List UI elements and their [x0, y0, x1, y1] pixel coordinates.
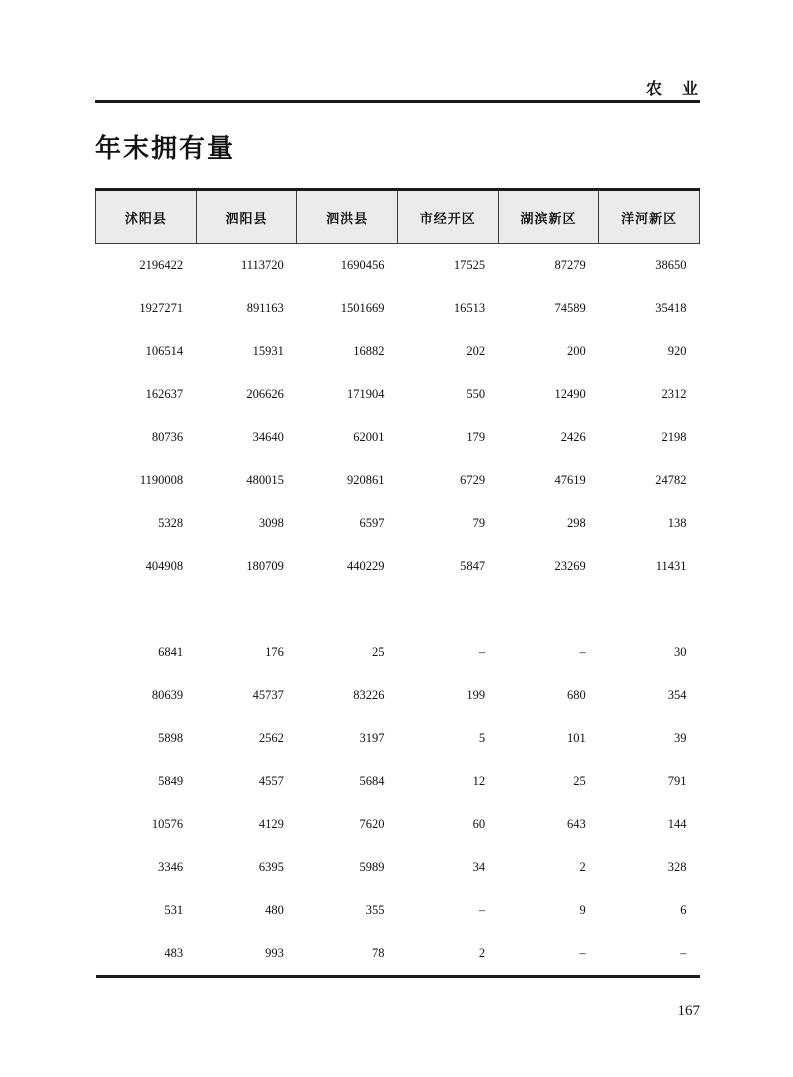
- table-cell: 480: [265, 903, 284, 917]
- table-cell: 1190008: [139, 473, 184, 487]
- table-cell: 45737: [252, 688, 284, 702]
- page-title: 年末拥有量: [95, 134, 236, 163]
- table-cell: 79: [472, 516, 486, 530]
- table-row: [96, 803, 700, 846]
- table-cell: 993: [265, 946, 284, 960]
- table-cell: 199: [466, 688, 486, 702]
- table-cell: 60: [472, 817, 486, 831]
- table-cell: 101: [567, 731, 586, 745]
- table-cell: 176: [265, 645, 284, 659]
- table-cell: 35418: [655, 301, 687, 315]
- table-cell: 9: [579, 903, 586, 917]
- table-cell: 2: [579, 860, 586, 874]
- table-cell: 1690456: [340, 258, 385, 272]
- table-cell: 643: [567, 817, 586, 831]
- table-row: [96, 717, 700, 760]
- table-cell: 16513: [453, 301, 486, 315]
- table-row: [96, 502, 700, 545]
- column-header: 沭阳县: [96, 190, 197, 244]
- column-header: 泗阳县: [196, 190, 297, 244]
- table-cell: 39: [674, 731, 687, 745]
- table-cell: [397, 588, 498, 631]
- table-row: [96, 287, 700, 330]
- table-cell: 3346: [158, 860, 184, 874]
- table-cell: 206626: [246, 387, 284, 401]
- table-cell: 5849: [158, 774, 184, 788]
- table-cell: 6: [680, 903, 687, 917]
- column-header: 洋河新区: [599, 190, 700, 244]
- table-cell: 12490: [554, 387, 586, 401]
- table-cell: 5328: [158, 516, 184, 530]
- table-cell: 5898: [158, 731, 184, 745]
- table-cell: 10576: [151, 817, 184, 831]
- header-row: [96, 190, 700, 244]
- table-cell: 3098: [258, 516, 284, 530]
- table-row: [96, 244, 700, 288]
- table-row: [96, 416, 700, 459]
- table-row: [96, 760, 700, 803]
- table-cell: 24782: [655, 473, 687, 487]
- table-row: [96, 545, 700, 588]
- table-cell: [96, 588, 197, 631]
- table-body: [96, 244, 700, 977]
- table-cell: 2426: [560, 430, 586, 444]
- table-cell: [498, 588, 599, 631]
- table-row: [96, 588, 700, 631]
- table-cell: 34640: [252, 430, 284, 444]
- table-cell: 6597: [359, 516, 385, 530]
- table-cell: 38650: [655, 258, 687, 272]
- table-cell: [297, 588, 398, 631]
- table-cell: [196, 588, 297, 631]
- table-cell: 16882: [353, 344, 385, 358]
- table-cell: 891163: [246, 301, 284, 315]
- table-cell: –: [478, 903, 486, 917]
- table-cell: –: [478, 645, 486, 659]
- table-cell: 531: [164, 903, 184, 917]
- table-cell: 920861: [346, 473, 385, 487]
- table-cell: 1113720: [240, 258, 284, 272]
- table-cell: 47619: [554, 473, 586, 487]
- table-cell: 550: [466, 387, 486, 401]
- table-cell: 138: [667, 516, 687, 530]
- table-cell: 1501669: [340, 301, 385, 315]
- column-header: 湖滨新区: [498, 190, 599, 244]
- table-row: [96, 846, 700, 889]
- table-cell: 2198: [661, 430, 687, 444]
- table-cell: 6395: [258, 860, 284, 874]
- table-cell: 4557: [258, 774, 284, 788]
- table-cell: 34: [472, 860, 486, 874]
- table-cell: 440229: [346, 559, 385, 573]
- table-cell: 480015: [246, 473, 284, 487]
- table-cell: –: [579, 645, 586, 659]
- table-row: [96, 373, 700, 416]
- table-cell: 202: [466, 344, 486, 358]
- table-cell: [599, 588, 700, 631]
- table-cell: 15931: [252, 344, 284, 358]
- table-cell: 3197: [359, 731, 385, 745]
- table-cell: 62001: [353, 430, 385, 444]
- column-header: 泗洪县: [297, 190, 398, 244]
- table-cell: 87279: [554, 258, 586, 272]
- section-label: 农 业: [645, 81, 700, 98]
- table-cell: 74589: [554, 301, 586, 315]
- table-cell: 11431: [655, 559, 687, 573]
- table-cell: 78: [371, 946, 385, 960]
- table-cell: 30: [674, 645, 687, 659]
- table-cell: 791: [667, 774, 687, 788]
- table-cell: 200: [567, 344, 586, 358]
- table-cell: 2312: [661, 387, 687, 401]
- page-number: 167: [677, 1003, 700, 1019]
- table-row: [96, 459, 700, 502]
- table-cell: 483: [164, 946, 184, 960]
- table-cell: 162637: [145, 387, 184, 401]
- table-cell: 12: [472, 774, 486, 788]
- table-row: [96, 932, 700, 977]
- table-cell: 2196422: [139, 258, 184, 272]
- table-cell: 2562: [258, 731, 284, 745]
- column-header: 市经开区: [397, 190, 498, 244]
- table-cell: 144: [667, 817, 687, 831]
- header-rule: [95, 100, 700, 103]
- table-cell: 4129: [258, 817, 284, 831]
- table-cell: 298: [567, 516, 586, 530]
- table-row: [96, 631, 700, 674]
- table-cell: 7620: [359, 817, 385, 831]
- table-cell: 6841: [158, 645, 184, 659]
- table-cell: 25: [371, 645, 385, 659]
- data-table: [95, 188, 700, 978]
- table-cell: 328: [667, 860, 687, 874]
- table-row: [96, 889, 700, 932]
- table-head: [96, 190, 700, 244]
- table-cell: 5: [478, 731, 486, 745]
- table-cell: 5847: [460, 559, 486, 573]
- table-cell: 106514: [145, 344, 184, 358]
- table-cell: 180709: [246, 559, 284, 573]
- table-cell: 25: [573, 774, 586, 788]
- table-cell: –: [680, 946, 687, 960]
- table-cell: 2: [478, 946, 486, 960]
- table-cell: 355: [365, 903, 385, 917]
- table-row: [96, 330, 700, 373]
- table-cell: 6729: [460, 473, 486, 487]
- table-cell: 1927271: [139, 301, 184, 315]
- table-cell: 354: [667, 688, 687, 702]
- table-cell: 179: [466, 430, 486, 444]
- table-cell: 80736: [151, 430, 184, 444]
- table-cell: 680: [567, 688, 586, 702]
- table-row: [96, 674, 700, 717]
- table-cell: 5684: [359, 774, 385, 788]
- table-cell: 5989: [359, 860, 385, 874]
- table-cell: 80639: [151, 688, 184, 702]
- table-cell: 171904: [346, 387, 385, 401]
- table-cell: 17525: [453, 258, 486, 272]
- table-cell: 83226: [353, 688, 385, 702]
- table-cell: 920: [667, 344, 687, 358]
- table-cell: 23269: [554, 559, 586, 573]
- table-cell: –: [579, 946, 586, 960]
- table-cell: 404908: [145, 559, 184, 573]
